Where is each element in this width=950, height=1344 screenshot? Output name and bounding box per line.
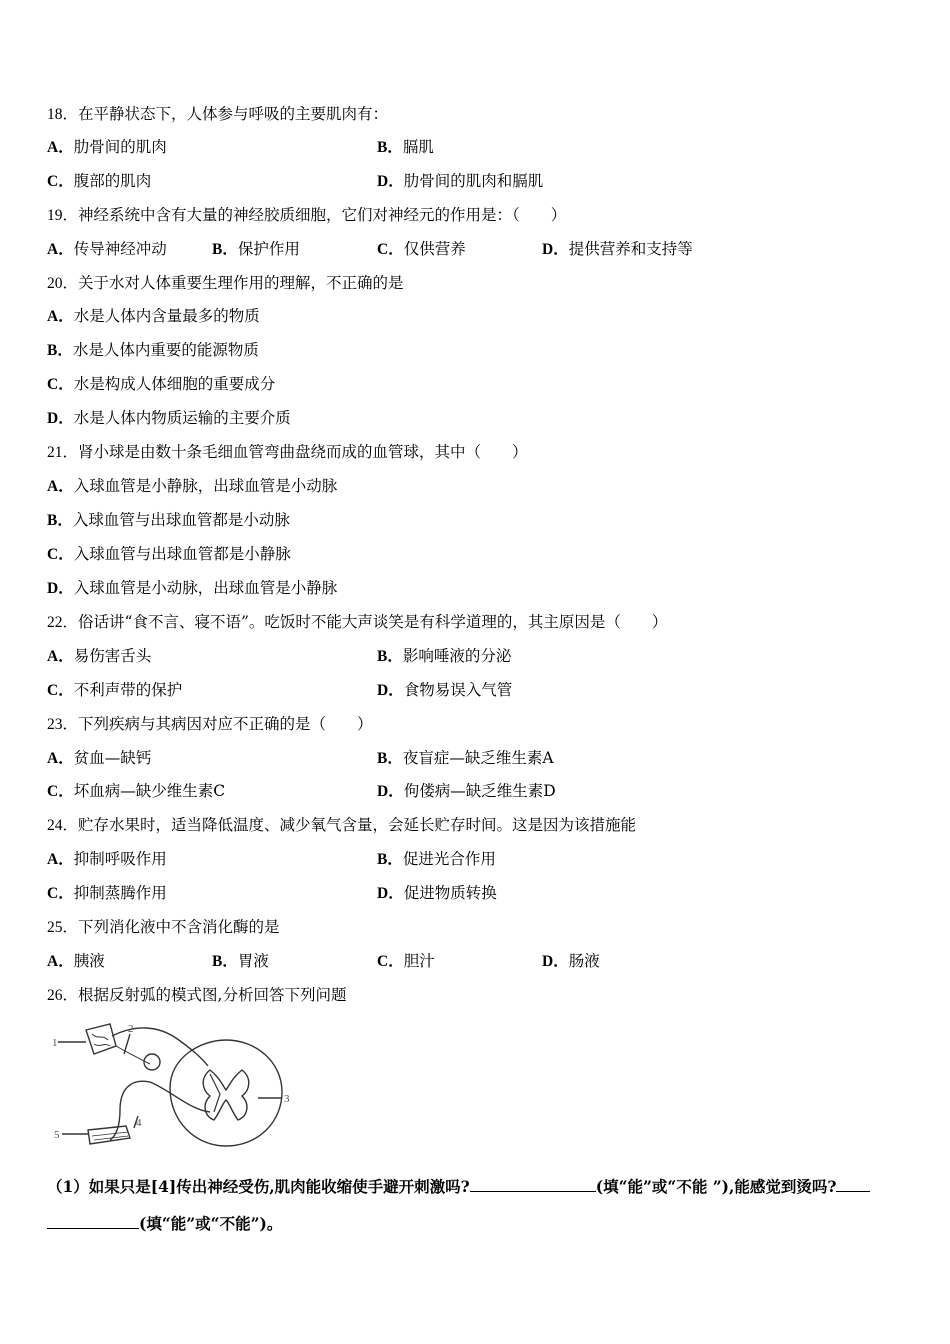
answer-blank-1[interactable] [470, 1177, 596, 1192]
q18-option-b: B．膈肌 [377, 138, 434, 156]
q21-option-a: A．入球血管是小静脉，出球血管是小动脉 [47, 477, 338, 495]
figure-label-1: 1 [52, 1037, 58, 1049]
q20-option-d: D．水是人体内物质运输的主要介质 [47, 409, 291, 427]
figure-label-5: 5 [54, 1129, 60, 1141]
figure-label-3: 3 [284, 1093, 290, 1105]
q24-option-d: D．促进物质转换 [377, 884, 497, 902]
question-23-stem: 23．下列疾病与其病因对应不正确的是（ ） [47, 715, 373, 733]
q18-option-a: A．肋骨间的肌肉 [47, 138, 167, 156]
q21-option-c: C．入球血管与出球血管都是小静脉 [47, 545, 291, 563]
q18-option-d: D．肋骨间的肌肉和膈肌 [377, 172, 544, 190]
q24-option-a: A．抑制呼吸作用 [47, 850, 167, 868]
grey-matter [203, 1070, 249, 1120]
receptor-skin [86, 1024, 116, 1054]
question-22-stem: 22．俗话讲“食不言、寝不语”。吃饭时不能大声谈笑是有科学道理的，其主原因是（ ） [47, 613, 668, 631]
efferent-nerve [110, 1081, 210, 1140]
q24-option-c: C．抑制蒸腾作用 [47, 884, 167, 902]
q19-option-c: C．仅供营养 [377, 240, 466, 258]
q20-option-b: B．水是人体内重要的能源物质 [47, 341, 259, 359]
figure-label-2: 2 [128, 1023, 134, 1035]
subquestion-1-line1: （1）如果只是[4]传出神经受伤,肌肉能收缩使手避开刺激吗? (填“能”或“不能 ”),能感觉到烫吗? [47, 1177, 870, 1197]
question-19-stem: 19．神经系统中含有大量的神经胶质细胞，它们对神经元的作用是：（ ） [47, 206, 567, 224]
subquestion-1-line2: (填“能”或“不能”)。 [47, 1214, 282, 1234]
q19-option-b: B．保护作用 [212, 240, 300, 258]
q21-option-d: D．入球血管是小动脉，出球血管是小静脉 [47, 579, 338, 597]
question-25-stem: 25．下列消化液中不含消化酶的是 [47, 918, 280, 936]
q19-option-d: D．提供营养和支持等 [542, 240, 693, 258]
q22-option-b: B．影响唾液的分泌 [377, 647, 512, 665]
q25-option-d: D．肠液 [542, 952, 600, 970]
spinal-cord-outline [170, 1040, 282, 1146]
question-26-stem: 26．根据反射弧的模式图,分析回答下列问题 [47, 986, 347, 1004]
q25-option-b: B．胃液 [212, 952, 269, 970]
q23-option-d: D．佝偻病—缺乏维生素D [377, 782, 556, 800]
q23-option-a: A．贫血—缺钙 [47, 749, 152, 767]
q22-option-d: D．食物易误入气管 [377, 681, 513, 699]
figure-label-4: 4 [136, 1117, 142, 1129]
question-18-stem: 18．在平静状态下，人体参与呼吸的主要肌肉有： [47, 105, 389, 123]
effector-muscle [88, 1126, 130, 1144]
answer-blank-2-start[interactable] [836, 1177, 870, 1192]
q21-option-b: B．入球血管与出球血管都是小动脉 [47, 511, 290, 529]
q18-option-c: C．腹部的肌肉 [47, 172, 152, 190]
answer-blank-2-end[interactable] [47, 1214, 139, 1229]
q25-option-a: A．胰液 [47, 952, 105, 970]
q24-option-b: B．促进光合作用 [377, 850, 496, 868]
q20-option-a: A．水是人体内含量最多的物质 [47, 307, 260, 325]
q25-option-c: C．胆汁 [377, 952, 435, 970]
question-24-stem: 24．贮存水果时，适当降低温度、减少氧气含量，会延长贮存时间。这是因为该措施能 [47, 816, 637, 834]
q23-option-c: C．坏血病—缺少维生素C [47, 782, 226, 800]
q22-option-a: A．易伤害舌头 [47, 647, 152, 665]
question-21-stem: 21．肾小球是由数十条毛细血管弯曲盘绕而成的血管球，其中（ ） [47, 443, 528, 461]
q20-option-c: C．水是构成人体细胞的重要成分 [47, 375, 276, 393]
question-20-stem: 20．关于水对人体重要生理作用的理解，不正确的是 [47, 274, 404, 292]
q22-option-c: C．不利声带的保护 [47, 681, 183, 699]
q23-option-b: B．夜盲症—缺乏维生素A [377, 749, 554, 767]
reflex-arc-figure [50, 1020, 295, 1160]
q19-option-a: A．传导神经冲动 [47, 240, 167, 258]
